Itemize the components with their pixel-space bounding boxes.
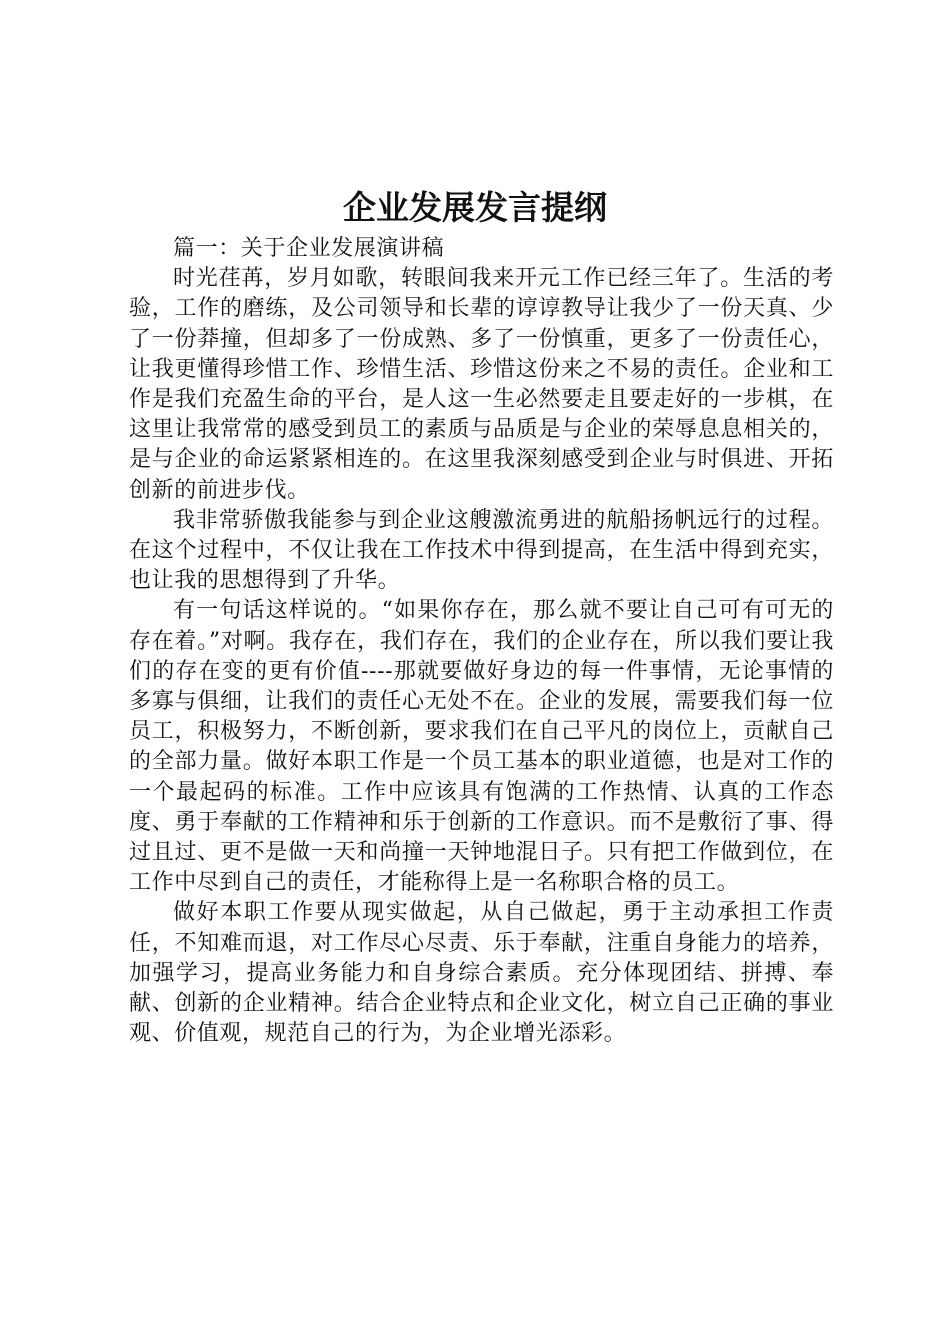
paragraph: 做好本职工作要从现实做起，从自己做起，勇于主动承担工作责任，不知难而退，对工作尽心尽责、乐于奉献，注重自身能力的培养，加强学习，提高业务能力和自身综合素质。充分体现团结、拼搏、奉献、创新的企业精神。结合企业特点和企业文化，树立自己正确的事业观、价值观，规范自己的行为，为企业增光添彩。 [129, 900, 834, 1047]
document-title: 企业发展发言提纲 [343, 188, 607, 227]
paragraph: 我非常骄傲我能参与到企业这艘激流勇进的航船扬帆远行的过程。在这个过程中，不仅让我在工作技术中得到提高，在生活中得到充实，也让我的思想得到了升华。 [129, 507, 834, 594]
paragraph: 时光荏苒，岁月如歌，转眼间我来开元工作已经三年了。生活的考验，工作的磨练，及公司领导和长辈的谆谆教导让我少了一份天真、少了一份莽撞，但却多了一份成熟、多了一份慎重，更多了一份责任心，让我更懂得珍惜工作、珍惜生活、珍惜这份来之不易的责任。企业和工作是我们充盈生命的平台，是人这一生必然要走且要走好的一步棋，在这里让我常常的感受到员工的素质与品质是与企业的荣辱息息相关的，是与企业的命运紧紧相连的。在这里我深刻感受到企业与时俱进、开拓创新的前进步伐。 [129, 266, 834, 503]
document-body [129, 234, 834, 1049]
section-heading: 篇一：关于企业发展演讲稿 [173, 236, 445, 261]
paragraph: 有一句话这样说的。“如果你存在，那么就不要让自己可有可无的存在着。”对啊。我存在，我们存在，我们的企业存在，所以我们要让我们的存在变的更有价值----那就要做好身边的每一件事情，无论事情的多寡与俱细，让我们的责任心无处不在。企业的发展，需要我们每一位员工，积极努力，不断创新，要求我们在自己平凡的岗位上，贡献自己的全部力量。做好本职工作是一个员工基本的职业道德，也是对工作的一个最起码的标准。工作中应该具有饱满的工作热情、认真的工作态度、勇于奉献的工作精神和乐于创新的工作意识。而不是敷衍了事、得过且过、更不是做一天和尚撞一天钟地混日子。只有把工作做到位，在工作中尽到自己的责任，才能称得上是一名称职合格的员工。 [129, 598, 834, 896]
